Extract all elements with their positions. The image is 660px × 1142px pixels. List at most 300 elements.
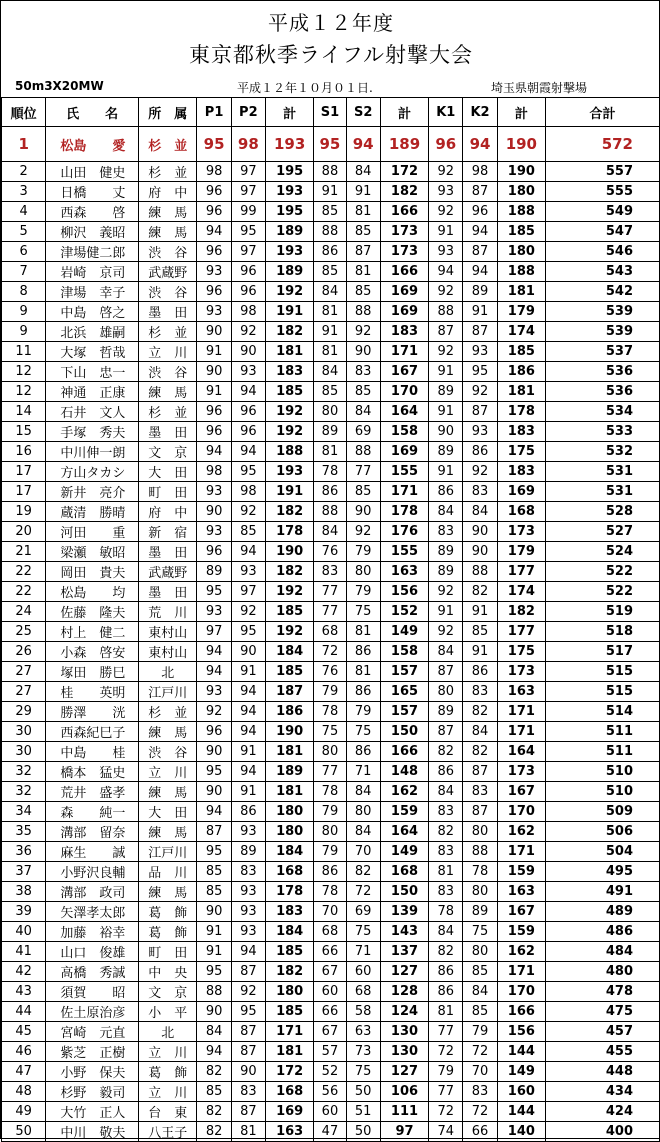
cell-s1: 66 [314,942,346,962]
table-row [2,782,660,802]
cell-affiliation: 府 中 [139,502,197,522]
cell-p-subtotal: 180 [265,802,313,822]
cell-k-subtotal: 175 [497,442,545,462]
cell-name: 山口 俊雄 [46,942,139,962]
cell-rank: 39 [2,902,46,922]
cell-name: 中島 啓之 [46,302,139,322]
cell-s-subtotal: 106 [380,1082,428,1102]
table-row [2,482,660,502]
cell-name: 中川伸一朗 [46,442,139,462]
cell-name: 須賀 昭 [46,982,139,1002]
cell-s1: 80 [314,742,346,762]
cell-p1: 93 [197,262,231,282]
cell-k2: 87 [463,322,497,342]
cell-k1: 89 [429,382,463,402]
cell-p-subtotal: 183 [265,902,313,922]
cell-rank: 30 [2,742,46,762]
cell-p2: 89 [231,842,265,862]
cell-k-subtotal: 180 [497,242,545,262]
table-row [2,302,660,322]
col-header-k-subtotal: 計 [497,98,545,127]
cell-k-subtotal: 144 [497,1102,545,1122]
cell-p-subtotal: 192 [265,422,313,442]
cell-k1: 92 [429,282,463,302]
cell-p-subtotal: 191 [265,302,313,322]
cell-rank: 15 [2,422,46,442]
cell-s-subtotal: 162 [380,782,428,802]
cell-affiliation: 文 京 [139,982,197,1002]
cell-p-subtotal: 182 [265,562,313,582]
cell-p-subtotal: 195 [265,162,313,182]
cell-p1: 89 [197,562,231,582]
event-venue: 埼玉県朝霞射撃場 [491,81,588,95]
cell-p2: 95 [231,622,265,642]
cell-affiliation: 杉 並 [139,127,197,162]
table-row [2,562,660,582]
cell-k-subtotal: 181 [497,382,545,402]
cell-s-subtotal: 148 [380,762,428,782]
cell-s-subtotal: 164 [380,402,428,422]
cell-rank: 45 [2,1022,46,1042]
cell-s2: 86 [346,742,380,762]
cell-k-subtotal: 162 [497,942,545,962]
cell-total: 522 [546,562,660,582]
cell-k2: 83 [463,482,497,502]
cell-p2: 94 [231,722,265,742]
cell-k-subtotal: 174 [497,582,545,602]
cell-p-subtotal: 181 [265,782,313,802]
cell-s1: 79 [314,842,346,862]
cell-name: 蔵清 勝晴 [46,502,139,522]
cell-rank: 14 [2,402,46,422]
cell-p-subtotal: 189 [265,222,313,242]
cell-name: 高橋 秀誠 [46,962,139,982]
cell-p-subtotal: 168 [265,1082,313,1102]
cell-p2: 83 [231,1082,265,1102]
cell-affiliation: 大 田 [139,462,197,482]
cell-k2: 75 [463,922,497,942]
cell-total: 478 [546,982,660,1002]
cell-total: 455 [546,1042,660,1062]
cell-name: 佐土原治彦 [46,1002,139,1022]
cell-p1: 96 [197,542,231,562]
table-row [2,282,660,302]
cell-p-subtotal: 185 [265,1002,313,1022]
cell-s2: 75 [346,922,380,942]
cell-rank: 2 [2,162,46,182]
cell-k1: 87 [429,722,463,742]
cell-p2: 91 [231,742,265,762]
cell-k1: 72 [429,1102,463,1122]
table-row [2,502,660,522]
cell-rank: 40 [2,922,46,942]
cell-s-subtotal: 169 [380,302,428,322]
cell-total: 533 [546,422,660,442]
cell-affiliation: 東村山 [139,642,197,662]
cell-k-subtotal: 159 [497,862,545,882]
cell-k2: 93 [463,342,497,362]
cell-s1: 67 [314,1022,346,1042]
cell-k-subtotal: 156 [497,1022,545,1042]
table-row [2,222,660,242]
cell-p1: 85 [197,862,231,882]
cell-p2: 92 [231,322,265,342]
cell-s2: 81 [346,262,380,282]
cell-k2: 95 [463,362,497,382]
cell-rank: 1 [2,127,46,162]
cell-s-subtotal: 167 [380,362,428,382]
event-title: 東京都秋季ライフル射撃大会 [189,43,473,67]
table-row [2,982,660,1002]
cell-name: 橋本 猛史 [46,762,139,782]
cell-p1: 82 [197,1122,231,1142]
cell-k2: 78 [463,862,497,882]
cell-p2: 94 [231,702,265,722]
cell-total: 509 [546,802,660,822]
cell-total: 542 [546,282,660,302]
cell-affiliation: 練 馬 [139,202,197,222]
cell-k-subtotal: 171 [497,722,545,742]
cell-total: 475 [546,1002,660,1022]
cell-s1: 79 [314,682,346,702]
table-row [2,842,660,862]
cell-total: 536 [546,362,660,382]
cell-affiliation: 東村山 [139,622,197,642]
cell-p2: 97 [231,162,265,182]
cell-rank: 27 [2,682,46,702]
cell-s-subtotal: 150 [380,882,428,902]
cell-s2: 92 [346,322,380,342]
cell-affiliation: 新 宿 [139,522,197,542]
cell-s-subtotal: 130 [380,1022,428,1042]
cell-s-subtotal: 158 [380,422,428,442]
cell-k-subtotal: 181 [497,282,545,302]
cell-rank: 21 [2,542,46,562]
cell-name: 北浜 雄嗣 [46,322,139,342]
cell-s-subtotal: 139 [380,902,428,922]
cell-p1: 96 [197,422,231,442]
cell-k-subtotal: 186 [497,362,545,382]
cell-s1: 78 [314,702,346,722]
col-header-s2: S2 [346,98,380,127]
cell-s2: 71 [346,762,380,782]
cell-p1: 91 [197,942,231,962]
cell-s2: 88 [346,442,380,462]
cell-affiliation: 江戸川 [139,842,197,862]
cell-affiliation: 武蔵野 [139,262,197,282]
cell-p2: 96 [231,402,265,422]
cell-s1: 80 [314,822,346,842]
cell-p1: 93 [197,482,231,502]
table-row [2,1082,660,1102]
cell-k2: 91 [463,602,497,622]
cell-k1: 81 [429,1002,463,1022]
cell-s1: 88 [314,502,346,522]
cell-p1: 98 [197,162,231,182]
cell-k2: 94 [463,222,497,242]
cell-p2: 94 [231,442,265,462]
cell-k-subtotal: 179 [497,542,545,562]
cell-rank: 50 [2,1122,46,1142]
cell-p-subtotal: 193 [265,242,313,262]
cell-affiliation: 町 田 [139,482,197,502]
cell-rank: 44 [2,1002,46,1022]
cell-k2: 80 [463,942,497,962]
cell-p1: 85 [197,1082,231,1102]
cell-k1: 84 [429,502,463,522]
cell-total: 518 [546,622,660,642]
cell-total: 511 [546,742,660,762]
cell-rank: 17 [2,462,46,482]
event-code: 50m3X20MW [15,79,104,93]
cell-s-subtotal: 124 [380,1002,428,1022]
cell-s2: 68 [346,982,380,1002]
header-row [2,98,660,127]
cell-p2: 92 [231,502,265,522]
cell-p1: 96 [197,282,231,302]
cell-k-subtotal: 159 [497,922,545,942]
table-row [2,642,660,662]
table-row [2,442,660,462]
cell-k-subtotal: 185 [497,222,545,242]
cell-affiliation: 墨 田 [139,302,197,322]
cell-k1: 89 [429,562,463,582]
cell-affiliation: 府 中 [139,182,197,202]
cell-s1: 78 [314,882,346,902]
results-body [2,127,660,1142]
cell-p2: 98 [231,482,265,502]
table-row [2,382,660,402]
cell-p1: 93 [197,522,231,542]
cell-s-subtotal: 143 [380,922,428,942]
cell-affiliation: 北 [139,662,197,682]
cell-k2: 87 [463,762,497,782]
cell-s2: 92 [346,522,380,542]
cell-affiliation: 渋 谷 [139,362,197,382]
cell-k1: 91 [429,222,463,242]
table-row [2,582,660,602]
cell-s1: 77 [314,602,346,622]
cell-p-subtotal: 169 [265,1102,313,1122]
cell-p1: 94 [197,662,231,682]
cell-s2: 84 [346,782,380,802]
cell-name: 紫芝 正樹 [46,1042,139,1062]
cell-p-subtotal: 190 [265,722,313,742]
col-header-name: 氏 名 [46,98,139,127]
cell-p-subtotal: 178 [265,522,313,542]
cell-p2: 94 [231,942,265,962]
cell-s1: 76 [314,662,346,682]
cell-p1: 94 [197,642,231,662]
cell-k2: 80 [463,822,497,842]
cell-k-subtotal: 167 [497,782,545,802]
cell-rank: 9 [2,322,46,342]
cell-k-subtotal: 179 [497,302,545,322]
cell-name: 塚田 勝巳 [46,662,139,682]
cell-total: 448 [546,1062,660,1082]
cell-s1: 68 [314,922,346,942]
cell-total: 400 [546,1122,660,1142]
cell-k-subtotal: 182 [497,602,545,622]
cell-name: 加藤 裕幸 [46,922,139,942]
cell-k1: 87 [429,322,463,342]
cell-s2: 94 [346,127,380,162]
cell-total: 531 [546,462,660,482]
cell-s1: 85 [314,382,346,402]
cell-p1: 90 [197,1002,231,1022]
cell-total: 524 [546,542,660,562]
cell-p2: 93 [231,922,265,942]
cell-s-subtotal: 130 [380,1042,428,1062]
table-row [2,962,660,982]
table-row [2,882,660,902]
cell-total: 495 [546,862,660,882]
cell-affiliation: 墨 田 [139,542,197,562]
table-row [2,202,660,222]
cell-affiliation: 練 馬 [139,222,197,242]
cell-affiliation: 杉 並 [139,162,197,182]
cell-affiliation: 練 馬 [139,822,197,842]
cell-rank: 48 [2,1082,46,1102]
cell-rank: 35 [2,822,46,842]
cell-p-subtotal: 172 [265,1062,313,1082]
cell-rank: 22 [2,562,46,582]
cell-s-subtotal: 149 [380,842,428,862]
table-row [2,362,660,382]
cell-name: 佐藤 隆夫 [46,602,139,622]
cell-s2: 69 [346,422,380,442]
cell-rank: 6 [2,242,46,262]
cell-affiliation: 立 川 [139,342,197,362]
cell-total: 489 [546,902,660,922]
cell-p1: 85 [197,882,231,902]
cell-name: 津場健二郎 [46,242,139,262]
cell-s1: 81 [314,302,346,322]
cell-p-subtotal: 183 [265,362,313,382]
cell-s1: 85 [314,202,346,222]
cell-s2: 77 [346,462,380,482]
cell-name: 中川 敬夫 [46,1122,139,1142]
cell-name: 石井 文人 [46,402,139,422]
cell-k-subtotal: 183 [497,462,545,482]
cell-k2: 66 [463,1122,497,1142]
cell-k-subtotal: 177 [497,562,545,582]
cell-p-subtotal: 171 [265,1022,313,1042]
cell-s2: 60 [346,962,380,982]
cell-total: 504 [546,842,660,862]
cell-rank: 49 [2,1102,46,1122]
cell-affiliation: 墨 田 [139,422,197,442]
col-header-affiliation: 所 属 [139,98,197,127]
cell-p1: 93 [197,602,231,622]
cell-p1: 84 [197,1022,231,1042]
cell-p-subtotal: 195 [265,202,313,222]
table-row [2,802,660,822]
cell-s-subtotal: 137 [380,942,428,962]
cell-s1: 56 [314,1082,346,1102]
cell-k2: 98 [463,162,497,182]
table-row [2,1002,660,1022]
cell-k2: 83 [463,682,497,702]
cell-name: 麻生 誠 [46,842,139,862]
cell-s2: 69 [346,902,380,922]
cell-p2: 87 [231,1042,265,1062]
cell-p2: 94 [231,542,265,562]
cell-s2: 79 [346,702,380,722]
cell-s1: 91 [314,182,346,202]
cell-k-subtotal: 169 [497,482,545,502]
cell-k2: 91 [463,302,497,322]
cell-p1: 96 [197,722,231,742]
cell-p-subtotal: 193 [265,127,313,162]
cell-s2: 75 [346,602,380,622]
cell-k-subtotal: 173 [497,762,545,782]
cell-k2: 87 [463,802,497,822]
cell-p2: 96 [231,282,265,302]
cell-p2: 94 [231,382,265,402]
col-header-p1: P1 [197,98,231,127]
cell-p2: 86 [231,802,265,822]
cell-rank: 30 [2,722,46,742]
cell-s2: 90 [346,502,380,522]
cell-k1: 80 [429,682,463,702]
cell-p1: 95 [197,842,231,862]
cell-k2: 79 [463,1022,497,1042]
cell-k1: 78 [429,902,463,922]
cell-p-subtotal: 185 [265,382,313,402]
cell-rank: 37 [2,862,46,882]
cell-s1: 95 [314,127,346,162]
cell-s-subtotal: 176 [380,522,428,542]
cell-k1: 89 [429,702,463,722]
cell-k1: 83 [429,842,463,862]
cell-rank: 4 [2,202,46,222]
cell-p2: 92 [231,602,265,622]
cell-p2: 94 [231,682,265,702]
table-row [2,262,660,282]
era-year-title: 平成１２年度 [268,11,394,35]
cell-p-subtotal: 187 [265,682,313,702]
cell-k2: 92 [463,462,497,482]
cell-affiliation: 立 川 [139,1082,197,1102]
cell-p1: 90 [197,902,231,922]
cell-p-subtotal: 185 [265,662,313,682]
cell-k-subtotal: 180 [497,182,545,202]
cell-k2: 96 [463,202,497,222]
cell-p1: 88 [197,982,231,1002]
cell-s2: 85 [346,222,380,242]
cell-p2: 90 [231,342,265,362]
cell-s2: 75 [346,722,380,742]
cell-total: 506 [546,822,660,842]
cell-s1: 77 [314,762,346,782]
cell-affiliation: 葛 飾 [139,902,197,922]
cell-k2: 90 [463,542,497,562]
cell-p2: 93 [231,362,265,382]
cell-k2: 86 [463,442,497,462]
cell-s-subtotal: 157 [380,702,428,722]
cell-affiliation: 練 馬 [139,722,197,742]
cell-s-subtotal: 164 [380,822,428,842]
cell-s-subtotal: 182 [380,182,428,202]
cell-total: 486 [546,922,660,942]
cell-s-subtotal: 158 [380,642,428,662]
cell-total: 543 [546,262,660,282]
cell-k-subtotal: 149 [497,1062,545,1082]
table-row [2,522,660,542]
cell-rank: 7 [2,262,46,282]
cell-p-subtotal: 184 [265,922,313,942]
